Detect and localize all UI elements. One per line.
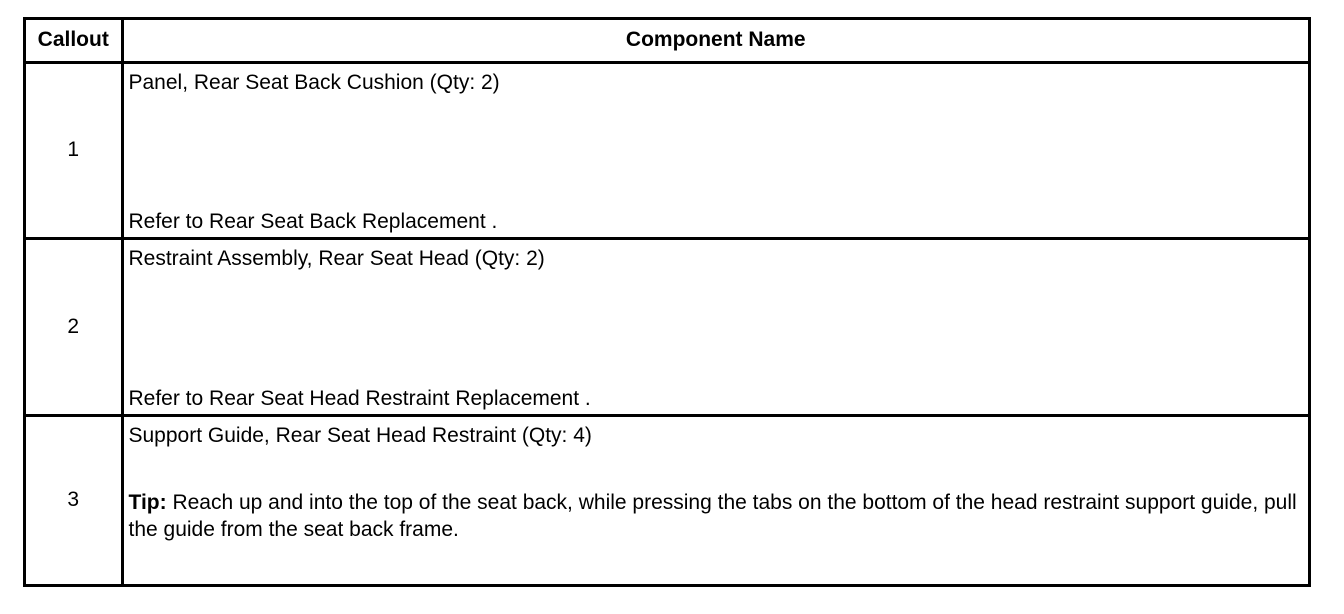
component-name: Restraint Assembly, Rear Seat Head (Qty: 2) [128, 246, 545, 270]
reference-note: Refer to Rear Seat Head Restraint Replacement . [128, 386, 591, 410]
component-cell [122, 238, 1308, 415]
component-name: Support Guide, Rear Seat Head Restraint (Qty: 4) [128, 423, 592, 447]
tip-label: Tip: [128, 490, 167, 514]
component-cell [122, 62, 1308, 238]
table-row [26, 238, 1308, 415]
callout-number: 3 [26, 415, 122, 584]
table-row [26, 415, 1308, 584]
reference-note: Refer to Rear Seat Back Replacement . [128, 209, 498, 233]
header-component-name: Component Name [122, 20, 1308, 62]
component-table [26, 20, 1308, 584]
table-header-row [26, 20, 1308, 62]
tip-paragraph [129, 489, 1301, 543]
callout-number: 2 [26, 238, 122, 415]
callout-number: 1 [26, 62, 122, 238]
component-name: Panel, Rear Seat Back Cushion (Qty: 2) [128, 70, 500, 94]
tip-text: Reach up and into the top of the seat back, while pressing the tabs on the bottom of the head restraint support guide, pull the guide from the seat back frame. [128, 490, 1297, 541]
component-cell [122, 415, 1308, 584]
component-table-frame [23, 17, 1311, 587]
header-callout: Callout [26, 20, 122, 62]
table-row [26, 62, 1308, 238]
